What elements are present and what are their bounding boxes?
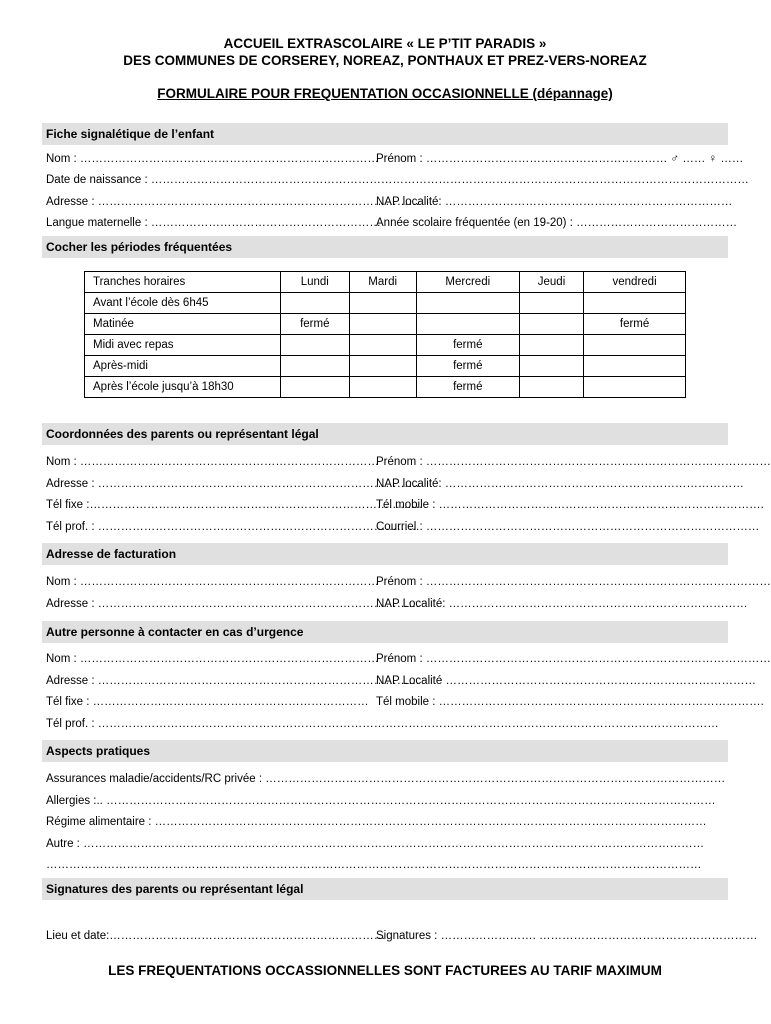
schedule-checkbox-cell[interactable] — [519, 377, 583, 398]
schedule-period-label: Avant l’école dès 6h45 — [85, 293, 281, 314]
section-schedule: Cocher les périodes fréquentées — [42, 236, 728, 258]
schedule-checkbox-cell[interactable] — [349, 377, 416, 398]
child-address-row — [46, 194, 733, 210]
schedule-header-cell: vendredi — [584, 272, 686, 293]
emergency-name-row — [46, 651, 771, 667]
parents-courriel-field[interactable]: Courriel : …………………………………………………………………………… — [376, 521, 760, 533]
tariff-notice: LES FREQUENTATIONS OCCASSIONNELLES SONT FACTUREES AU TARIF MAXIMUM — [108, 963, 662, 978]
signatures-row — [46, 928, 758, 944]
schedule-closed-cell: fermé — [584, 314, 686, 335]
schedule-header-cell: Lundi — [281, 272, 350, 293]
header-title-line1: ACCUEIL EXTRASCOLAIRE « LE P’TIT PARADIS » — [223, 36, 547, 51]
schedule-row — [85, 293, 686, 314]
parents-address-row — [46, 476, 744, 492]
child-langue-field[interactable]: Langue maternelle : …………………………………………………… — [46, 217, 381, 229]
schedule-checkbox-cell[interactable] — [281, 356, 350, 377]
schedule-checkbox-cell[interactable] — [349, 314, 416, 335]
emergency-nom-field[interactable]: Nom : …………………………………………………………………… — [46, 653, 379, 665]
billing-name-row — [46, 574, 771, 590]
emergency-tel-fixe-field[interactable]: Tél fixe : ……………………………………………………………… — [46, 696, 369, 708]
allergies-field[interactable]: Allergies :.. …………………………………………………………………………………………………………………………………………… — [46, 795, 716, 807]
section-signatures: Signatures des parents ou représentant légal — [42, 878, 728, 900]
child-language-row — [46, 215, 738, 231]
section-practical: Aspects pratiques — [42, 740, 728, 762]
schedule-period-label: Midi avec repas — [85, 335, 281, 356]
section-child-info: Fiche signalétique de l’enfant — [42, 123, 728, 145]
child-adresse-field[interactable]: Adresse : ………………………………………………………………………… — [46, 196, 420, 208]
header-title-line2: DES COMMUNES DE CORSEREY, NOREAZ, PONTHAUX ET PREZ-VERS-NOREAZ — [123, 53, 647, 68]
schedule-closed-cell: fermé — [416, 356, 519, 377]
schedule-row — [85, 335, 686, 356]
schedule-checkbox-cell[interactable] — [349, 335, 416, 356]
child-name-row — [46, 151, 744, 167]
schedule-checkbox-cell[interactable] — [584, 293, 686, 314]
emergency-address-row — [46, 673, 756, 689]
schedule-checkbox-cell[interactable] — [349, 356, 416, 377]
schedule-checkbox-cell[interactable] — [519, 335, 583, 356]
practical-diet-row — [46, 814, 728, 830]
parents-tel-fixe-field[interactable]: Tél fixe :…………………………………………………………………………… — [46, 499, 423, 511]
signatures-field[interactable]: Signatures : ……………………. ………………………………………………… — [376, 930, 758, 942]
parents-nap-field[interactable]: NAP localité: …………………………………………………………………… — [376, 478, 744, 490]
billing-nom-field[interactable]: Nom : …………………………………………………………………… — [46, 576, 379, 588]
emergency-prenom-field[interactable]: Prénom : ……………………………………………………………………………… — [376, 653, 771, 665]
schedule-checkbox-cell[interactable] — [584, 335, 686, 356]
practical-other-row — [46, 836, 728, 852]
section-parents: Coordonnées des parents ou représentant légal — [42, 423, 728, 445]
schedule-checkbox-cell[interactable] — [584, 356, 686, 377]
diet-field[interactable]: Régime alimentaire : ……………………………………………………………………………………………………………………………… — [46, 816, 707, 828]
parents-nom-field[interactable]: Nom : …………………………………………………………………… — [46, 456, 379, 468]
schedule-closed-cell: fermé — [416, 377, 519, 398]
schedule-checkbox-cell[interactable] — [349, 293, 416, 314]
parents-prenom-field[interactable]: Prénom : ……………………………………………………………………………… — [376, 456, 771, 468]
schedule-header-cell: Tranches horaires — [85, 272, 281, 293]
schedule-checkbox-cell[interactable] — [281, 293, 350, 314]
emergency-nap-field[interactable]: NAP Localité ……………………………………………………………………… — [376, 675, 756, 687]
schedule-closed-cell: fermé — [416, 335, 519, 356]
schedule-header-row — [85, 272, 686, 293]
other-extra-field[interactable]: ……………………………………………………………………………………………………………………………………………………… — [46, 859, 702, 871]
emergency-work-row — [46, 716, 728, 732]
schedule-checkbox-cell[interactable] — [281, 335, 350, 356]
billing-adresse-field[interactable]: Adresse : ………………………………………………………………………… — [46, 598, 420, 610]
schedule-period-label: Après l’école jusqu’à 18h30 — [85, 377, 281, 398]
section-emergency: Autre personne à contacter en cas d’urgence — [42, 621, 728, 643]
schedule-checkbox-cell[interactable] — [281, 377, 350, 398]
schedule-row — [85, 356, 686, 377]
parents-phone-row — [46, 497, 764, 513]
child-birthdate-row — [46, 172, 749, 188]
insurance-field[interactable]: Assurances maladie/accidents/RC privée : ………………………………………………………………………………………………………… — [46, 773, 726, 785]
schedule-header-cell: Mardi — [349, 272, 416, 293]
billing-prenom-field[interactable]: Prénom : ……………………………………………………………………………… — [376, 576, 771, 588]
parents-tel-mobile-field[interactable]: Tél mobile : …………………………………………………………………………. — [376, 499, 764, 511]
parents-tel-prof-field[interactable]: Tél prof. : ………………………………………………………………………… — [46, 521, 420, 533]
child-birthdate-field[interactable]: Date de naissance : ………………………………………………………………………………………………………………………………………… — [46, 174, 749, 186]
emergency-tel-mobile-field[interactable]: Tél mobile : …………………………………………………………………………. — [376, 696, 764, 708]
parents-work-row — [46, 519, 760, 535]
child-nom-field[interactable]: Nom : …………………………………………………………………… — [46, 153, 379, 165]
child-nap-field[interactable]: NAP localité: ………………………………………………………………… — [376, 196, 733, 208]
billing-nap-field[interactable]: NAP Localité: …………………………………………………………………… — [376, 598, 748, 610]
schedule-checkbox-cell[interactable] — [416, 293, 519, 314]
emergency-adresse-field[interactable]: Adresse : ………………………………………………………………………… — [46, 675, 420, 687]
other-field[interactable]: Autre : ……………………………………………………………………………………………………………………………………………… — [46, 838, 705, 850]
schedule-header-cell: Jeudi — [519, 272, 583, 293]
practical-allergies-row — [46, 793, 728, 809]
schedule-checkbox-cell[interactable] — [519, 314, 583, 335]
schedule-checkbox-cell[interactable] — [519, 293, 583, 314]
emergency-tel-prof-field[interactable]: Tél prof. : ……………………………………………………………………………………………………………………………………………… — [46, 718, 719, 730]
schedule-row — [85, 314, 686, 335]
schedule-period-label: Après-midi — [85, 356, 281, 377]
schedule-table — [84, 271, 686, 398]
section-billing: Adresse de facturation — [42, 543, 728, 565]
schedule-checkbox-cell[interactable] — [416, 314, 519, 335]
parents-adresse-field[interactable]: Adresse : ………………………………………………………………………… — [46, 478, 420, 490]
schedule-period-label: Matinée — [85, 314, 281, 335]
schedule-closed-cell: fermé — [281, 314, 350, 335]
place-date-field[interactable]: Lieu et date:……………………………………………………………… — [46, 930, 386, 942]
parents-name-row — [46, 454, 771, 470]
schedule-row — [85, 377, 686, 398]
schedule-checkbox-cell[interactable] — [519, 356, 583, 377]
practical-insurance-row — [46, 771, 728, 787]
schedule-checkbox-cell[interactable] — [584, 377, 686, 398]
practical-extra-row — [46, 857, 728, 873]
schedule-header-cell: Mercredi — [416, 272, 519, 293]
child-prenom-field[interactable]: Prénom : ……………………………………………………… ♂ …… ♀ …… — [376, 153, 744, 165]
billing-address-row — [46, 596, 748, 612]
emergency-phone-row — [46, 694, 764, 710]
child-annee-field[interactable]: Année scolaire fréquentée (en 19-20) : …………………………………… — [376, 217, 738, 229]
form-title: FORMULAIRE POUR FREQUENTATION OCCASIONNELLE (dépannage) — [157, 86, 613, 101]
